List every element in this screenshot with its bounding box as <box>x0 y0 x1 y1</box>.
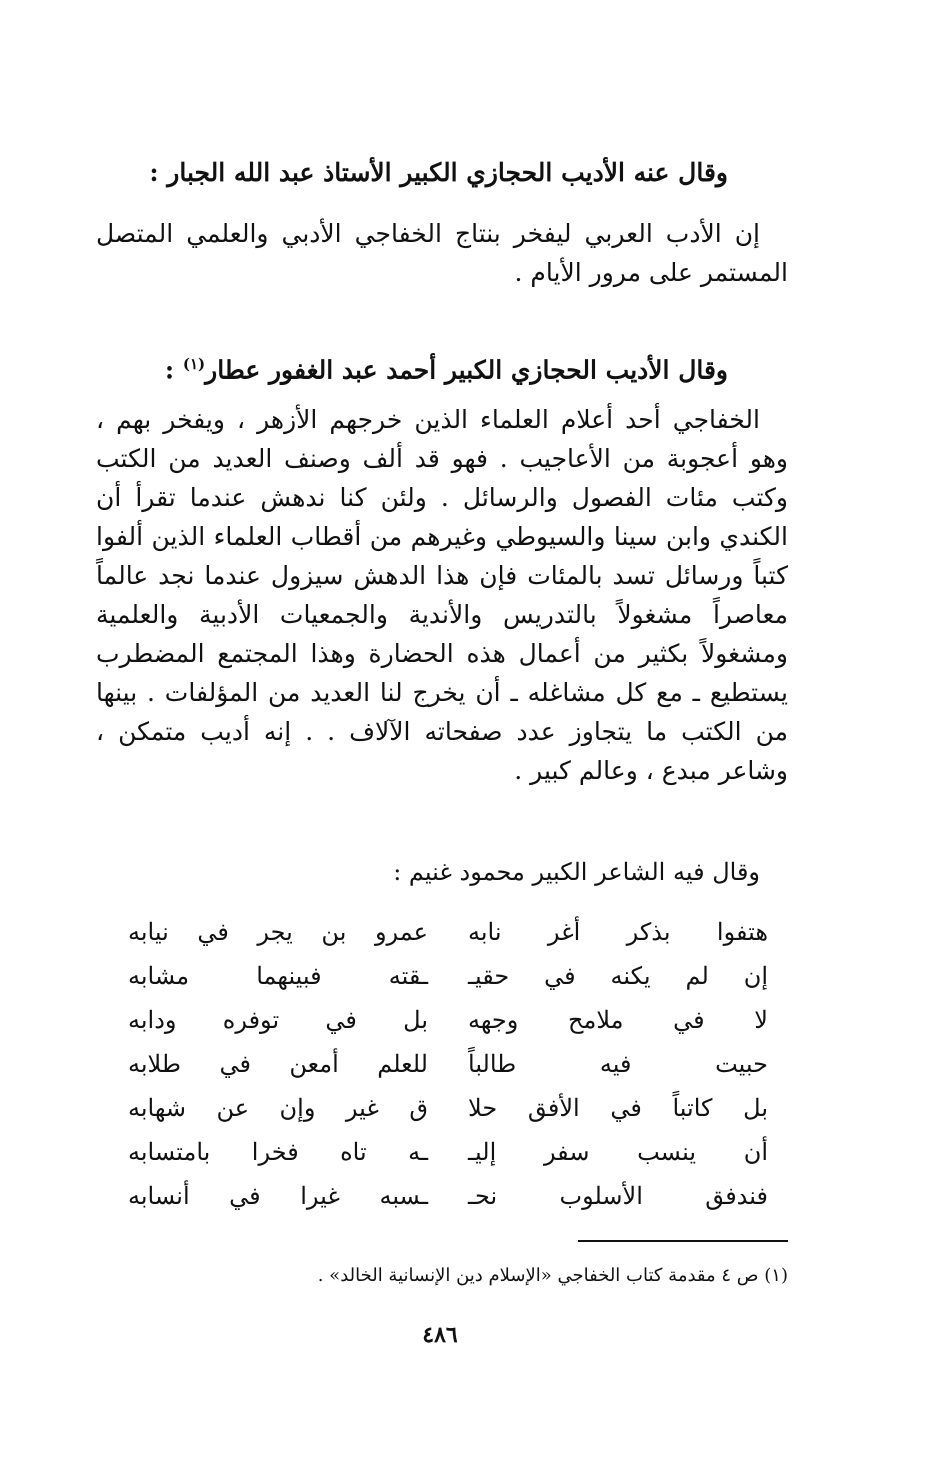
poem-verse-3 <box>128 998 768 1042</box>
poem-verse-3-second-hemistich: بل في توفره ودابه <box>128 1006 428 1034</box>
poem-verse-3-first-hemistich: لا في ملامح وجهه <box>468 1006 768 1034</box>
section1-heading: وقال عنه الأديب الحجازي الكبير الأستاذ عبد الله الجبار : <box>149 158 728 187</box>
poem-verse-1-first-hemistich: هتفوا بذكر أغر نابه <box>468 918 768 946</box>
poem <box>128 910 768 1218</box>
poem-verse-2-second-hemistich: ـقته فبينهما مشابه <box>128 962 428 990</box>
poem-verse-1 <box>128 910 768 954</box>
section2-paragraph <box>96 400 788 790</box>
footnote: (١) ص ٤ مقدمة كتاب الخفاجي «الإسلام دين الإنسانية الخالد» . <box>317 1265 788 1286</box>
poem-verse-7-second-hemistich: ـسبه غيرا في أنسابه <box>128 1182 428 1210</box>
poem-verse-4 <box>128 1042 768 1086</box>
poem-verse-4-first-hemistich: حبيت فيه طالباً <box>468 1050 768 1078</box>
poem-verse-5-first-hemistich: بل كاتباً في الأفق حلا <box>468 1094 768 1122</box>
page-number: ٤٨٦ <box>422 1322 458 1348</box>
footnote-divider <box>578 1240 788 1242</box>
section1-paragraph <box>96 214 788 292</box>
section2-heading-tail: : <box>164 355 183 385</box>
poem-verse-4-second-hemistich: للعلم أمعن في طلابه <box>128 1050 428 1078</box>
section2-heading <box>165 347 728 387</box>
poem-verse-6 <box>128 1130 768 1174</box>
poem-verse-6-first-hemistich: أن ينسب سفر إليـ <box>468 1138 768 1166</box>
section3-heading: وقال فيه الشاعر الكبير محمود غنيم : <box>393 858 760 886</box>
poem-verse-2 <box>128 954 768 998</box>
poem-verse-2-first-hemistich: إن لم يكنه في حقيـ <box>468 962 768 990</box>
poem-verse-6-second-hemistich: ـه تاه فخرا بامتسابه <box>128 1138 428 1166</box>
poem-verse-1-second-hemistich: عمرو بن يجر في نيابه <box>128 918 428 946</box>
section2-heading-text: وقال الأديب الحجازي الكبير أحمد عبد الغفور عطار <box>205 355 728 385</box>
section2-paragraph-text: الخفاجي أحد أعلام العلماء الذين خرجهم الأزهر ، ويفخر بهم ، وهو أعجوبة من الأعاجيب . فهو قد ألف وصنف العديد من الكتب وكتب مئات الفصول والرسائل . ولئن كنا ندهش عندما تقرأ أن الكندي وابن سينا والسيوطي وغيرهم من أقطاب العلماء الذين ألفوا كتباً ورسائل تسد بالمئات فإن هذا الدهش سيزول عندما نجد عالماً معاصراً مشغولاً بالتدريس والأندية والجمعيات الأدبية والعلمية ومشغولاً بكثير من أعمال هذه الحضارة وهذا المجتمع المضطرب يستطيع ـ مع كل مشاغله ـ أن يخرج لنا العديد من المؤلفات . بينها من الكتب ما يتجاوز عدد صفحاته الآلاف . . إنه أديب متمكن ، وشاعر مبدع ، وعالم كبير . <box>96 405 789 785</box>
poem-verse-5-second-hemistich: ق غير وإن عن شهابه <box>128 1094 428 1122</box>
footnote-reference[interactable]: (١) <box>182 355 206 373</box>
poem-verse-7-first-hemistich: فندفق الأسلوب نحـ <box>468 1182 768 1210</box>
poem-verse-5 <box>128 1086 768 1130</box>
poem-verse-7 <box>128 1174 768 1218</box>
section1-paragraph-text: إن الأدب العربي ليفخر بنتاج الخفاجي الأدبي والعلمي المتصل المستمر على مرور الأيام . <box>96 219 788 287</box>
